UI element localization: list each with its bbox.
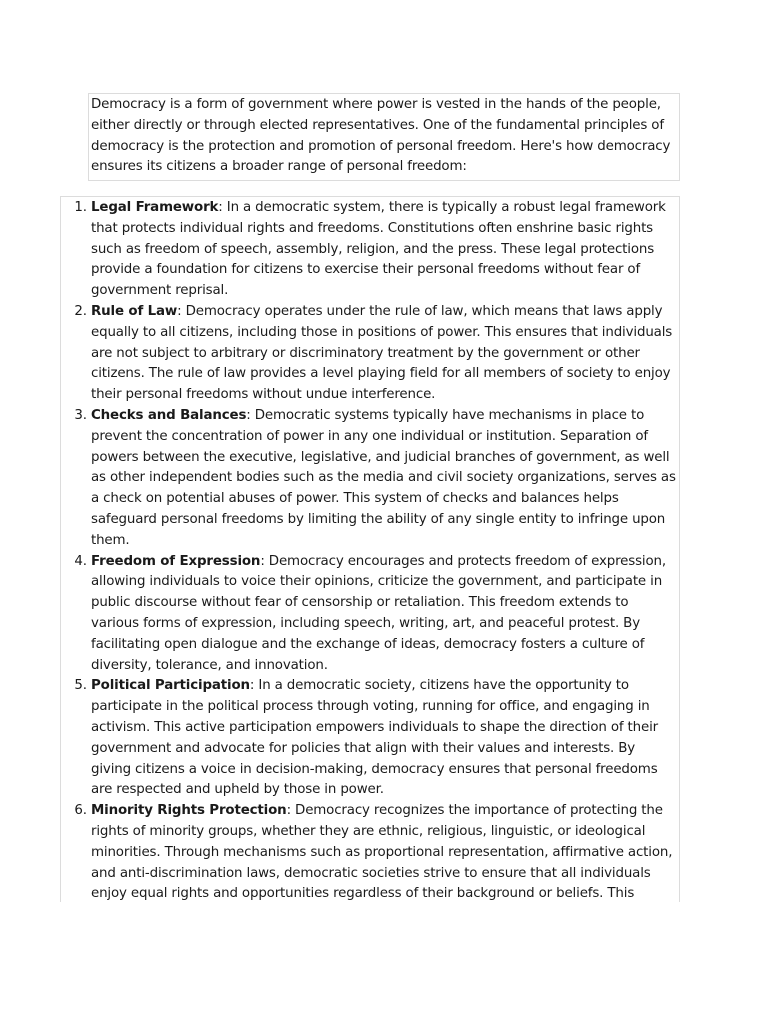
list-item	[91, 406, 677, 552]
point-term: Political Participation	[91, 678, 250, 694]
list-item	[91, 676, 677, 801]
list-item	[91, 801, 677, 902]
point-text: : Democracy operates under the rule of law, which means that laws apply equally to all citizens, including those in positions of power. This ensures that individuals are not subject to arbitrary or discriminatory treatment by the government or other citizens. The rule of law provides a level playing field for all members of society to enjoy their personal freedoms without undue interference.	[91, 303, 673, 403]
point-term: Minority Rights Protection	[91, 803, 287, 819]
point-term: Freedom of Expression	[91, 553, 261, 569]
list-item	[91, 198, 677, 302]
intro-paragraph: Democracy is a form of government where power is vested in the hands of the people, either directly or through elected representatives. One of the fundamental principles of democracy is the protection and promotion of personal freedom. Here's how democracy ensures its citizens a broader range of personal freedom:	[88, 93, 680, 181]
point-text: : In a democratic society, citizens have the opportunity to participate in the political process through voting, running for office, and engaging in activism. This active participation empowers individuals to shape the direction of their government and advocate for policies that align with their values and interests. By giving citizens a voice in decision-making, democracy ensures that personal freedoms are respected and upheld by those in power.	[91, 678, 658, 798]
freedom-points-list-container	[60, 196, 680, 902]
list-item	[91, 552, 677, 677]
list-item	[91, 302, 677, 406]
point-text: : Democracy encourages and protects freedom of expression, allowing individuals to voice their opinions, criticize the government, and participate in public discourse without fear of censorship or retaliation. This freedom extends to various forms of expression, including speech, writing, art, and peaceful protest. By facilitating open dialogue and the exchange of ideas, democracy fosters a culture of diversity, tolerance, and innovation.	[91, 553, 666, 673]
point-term: Legal Framework	[91, 200, 219, 215]
point-term: Rule of Law	[91, 303, 178, 319]
point-text: : In a democratic system, there is typically a robust legal framework that protects individual rights and freedoms. Constitutions often enshrine basic rights such as freedom of speech, assembly, religion, and the press. These legal protections provide a foundation for citizens to exercise their personal freedoms without fear of government reprisal.	[91, 200, 666, 299]
point-text: : Democracy recognizes the importance of protecting the rights of minority groups, whether they are ethnic, religious, linguistic, or ideological minorities. Through mechanisms such as proportional representation, affirmative action, and anti-discrimination laws, democratic societies strive to ensure that all individuals enjoy equal rights and opportunities regardless of their background or beliefs. This	[91, 803, 673, 902]
freedom-points-list	[61, 197, 679, 902]
point-text: : Democratic systems typically have mechanisms in place to prevent the concentration of power in any one individual or institution. Separation of powers between the executive, legislative, and judicial branches of government, as well as other independent bodies such as the media and civil society organizations, serves as a check on potential abuses of power. This system of checks and balances helps safeguard personal freedoms by limiting the ability of any single entity to infringe upon them.	[91, 407, 676, 548]
point-term: Checks and Balances	[91, 407, 247, 423]
